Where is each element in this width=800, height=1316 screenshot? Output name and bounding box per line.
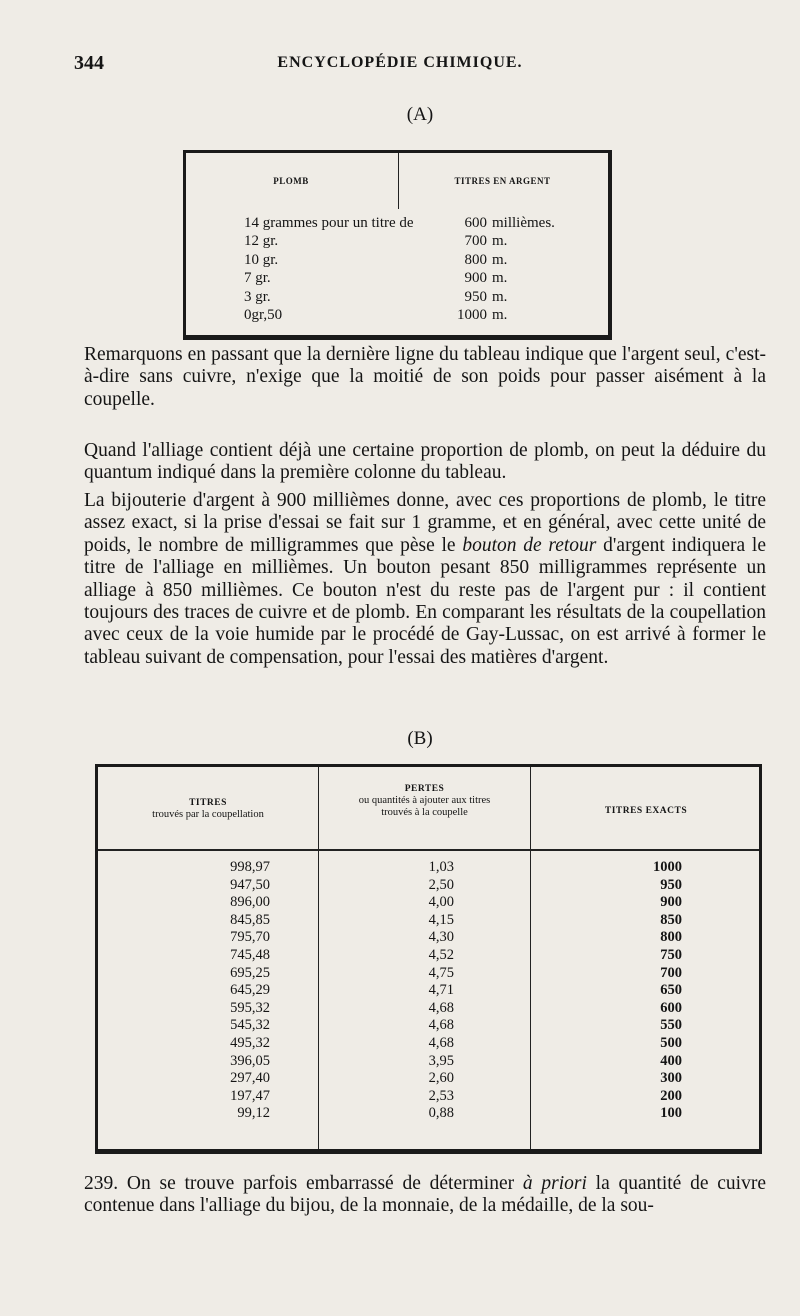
table-b-cell: 1,03	[428, 859, 454, 875]
table-b-header-titres-title: TITRES	[189, 798, 227, 808]
table-a-titre: 1000	[457, 306, 487, 323]
table-b-cell: 845,85	[230, 911, 270, 928]
paragraph-alliage: Quand l'alliage contient déjà une certaine proportion de plomb, on peut la déduire du quantum indiqué dans la première colonne du tableau.	[84, 440, 766, 484]
table-b-cell: 300	[660, 1070, 682, 1087]
table-b-cell: 896,00	[230, 894, 270, 911]
table-a-titre: 700	[464, 233, 487, 250]
table-a-unit: millièmes.	[492, 215, 555, 231]
table-a-titre: 600	[464, 215, 487, 231]
table-a-plomb: 14 grammes pour un titre de	[244, 215, 414, 231]
running-title: ENCYCLOPÉDIE CHIMIQUE.	[277, 54, 523, 71]
table-a-divider	[398, 153, 399, 209]
table-a-plomb: 12 gr.	[244, 233, 279, 250]
table-b-cell: 297,40	[230, 1070, 270, 1087]
table-b-header-pertes	[319, 783, 530, 819]
table-b-cell: 947,50	[230, 876, 270, 893]
table-b-cell: 2,53	[428, 1087, 454, 1104]
table-b-header-exacts-title: TITRES EXACTS	[604, 806, 688, 816]
table-b-col-titres-trouves	[204, 859, 270, 1123]
table-b-cell: 0,88	[428, 1105, 454, 1122]
table-b-header-pertes-sub2: trouvés à la coupelle	[381, 807, 468, 818]
table-b-cell: 750	[660, 946, 682, 963]
table-b	[95, 764, 762, 1154]
paragraph-bijouterie-part1: La bijouterie d'argent à 900 millièmes donne, avec ces proportions de plomb, le titre assez exact, si la prise d'essai se fait sur 1 gramme, et en général, avec cette unité de poids, le nombre de milligrammes que pèse le	[84, 490, 766, 556]
table-a-unit: m.	[492, 270, 508, 287]
paragraph-239-part2: la quantité de cuivre contenue dans l'alliage du bijou, de la monnaie, de la médaille, de la sou-	[84, 1173, 766, 1217]
table-b-cell: 4,15	[428, 911, 454, 928]
table-b-cell: 200	[660, 1087, 682, 1104]
table-a-label: (A)	[406, 104, 434, 125]
table-b-header-pertes-title: PERTES	[404, 784, 445, 794]
table-b-cell: 1000	[653, 859, 682, 875]
table-b-cell: 595,32	[230, 999, 270, 1016]
table-b-cell: 4,68	[428, 1017, 454, 1034]
table-a-plomb: 3 gr.	[244, 288, 271, 305]
table-b-cell: 197,47	[230, 1087, 270, 1104]
table-b-cell: 645,29	[230, 982, 270, 999]
paragraph-bijouterie-part2: d'argent indiquera le titre de l'alliage en millièmes. Un bouton pesant 850 milligrammes représente un alliage à 850 millièmes. Ce bouton n'est du reste pas de l'argent pur : il contient toujours des traces de cuivre et de plomb. En comparant les résultats de la coupellation avec ceux de la voie humide par le procédé de Gay-Lussac, on est arrivé à former le tableau suivant de compensation, pour l'essai des matières d'argent.	[84, 534, 766, 668]
paragraph-remarque: Remarquons en passant que la dernière ligne du tableau indique que l'argent seul, c'est-à-dire sans cuivre, n'exige que la moitié de son poids pour passer aisément à la coupelle.	[84, 344, 766, 410]
table-b-cell: 2,50	[428, 876, 454, 893]
table-b-cell: 700	[660, 964, 682, 981]
table-b-col-titres-exacts	[642, 859, 682, 1123]
table-b-header-titres-sub: trouvés par la coupellation	[152, 809, 264, 820]
table-b-cell: 100	[660, 1105, 682, 1122]
table-a-header-titres: TITRES EN ARGENT	[454, 176, 551, 186]
table-a-titre: 900	[464, 270, 487, 287]
table-a-unit: m.	[492, 306, 508, 323]
table-b-label: (B)	[407, 728, 433, 749]
table-b-cell: 795,70	[230, 929, 270, 946]
page-number: 344	[74, 52, 104, 74]
table-b-cell: 600	[660, 999, 682, 1016]
paragraph-bijouterie-emphasis: bouton de retour	[462, 534, 597, 556]
table-a-plomb: 0gr,50	[244, 306, 283, 323]
table-a-plomb: 7 gr.	[244, 270, 271, 287]
table-b-cell: 99,12	[237, 1105, 270, 1122]
table-b-cell: 695,25	[230, 964, 270, 981]
table-b-divider	[530, 767, 531, 1149]
table-b-cell: 950	[660, 876, 682, 893]
table-b-cell: 900	[660, 894, 682, 911]
table-b-cell: 4,68	[428, 999, 454, 1016]
table-a-header-plomb: PLOMB	[273, 176, 309, 186]
table-b-cell: 998,97	[230, 859, 270, 875]
table-b-cell: 545,32	[230, 1017, 270, 1034]
paragraph-239-emphasis: à priori	[522, 1173, 587, 1194]
table-b-cell: 2,60	[428, 1070, 454, 1087]
table-b-cell: 4,00	[428, 894, 454, 911]
table-a-unit: m.	[492, 233, 508, 250]
table-b-col-pertes	[418, 859, 454, 1123]
table-b-header-pertes-sub1: ou quantités à ajouter aux titres	[358, 795, 491, 806]
table-a-unit: m.	[492, 251, 508, 268]
table-b-cell: 400	[660, 1052, 682, 1069]
table-b-cell: 4,75	[428, 964, 454, 981]
table-b-cell: 396,05	[230, 1052, 270, 1069]
table-b-cell: 4,71	[428, 982, 454, 999]
table-a-titre: 800	[464, 251, 487, 268]
table-b-cell: 4,52	[428, 946, 454, 963]
table-b-cell: 4,68	[428, 1034, 454, 1051]
table-b-cell: 850	[660, 911, 682, 928]
paragraph-239-part1: 239. On se trouve parfois embarrassé de déterminer	[84, 1173, 523, 1194]
table-b-cell: 800	[660, 929, 682, 946]
table-b-header-rule	[98, 849, 759, 851]
paragraph-bijouterie	[84, 490, 766, 669]
table-b-cell: 500	[660, 1034, 682, 1051]
table-a-plomb: 10 gr.	[244, 251, 279, 268]
table-a	[183, 150, 612, 340]
table-b-cell: 745,48	[230, 946, 270, 963]
table-b-cell: 550	[660, 1017, 682, 1034]
table-b-cell: 3,95	[428, 1052, 454, 1069]
table-b-header-titres-trouves	[98, 797, 318, 821]
table-b-divider	[318, 767, 319, 1149]
table-a-unit: m.	[492, 288, 508, 305]
paragraph-239	[84, 1173, 766, 1218]
table-b-cell: 495,32	[230, 1034, 270, 1051]
table-a-titre: 950	[464, 288, 487, 305]
table-b-header-titres-exacts	[531, 805, 761, 817]
table-b-cell: 4,30	[428, 929, 454, 946]
table-b-cell: 650	[660, 982, 682, 999]
